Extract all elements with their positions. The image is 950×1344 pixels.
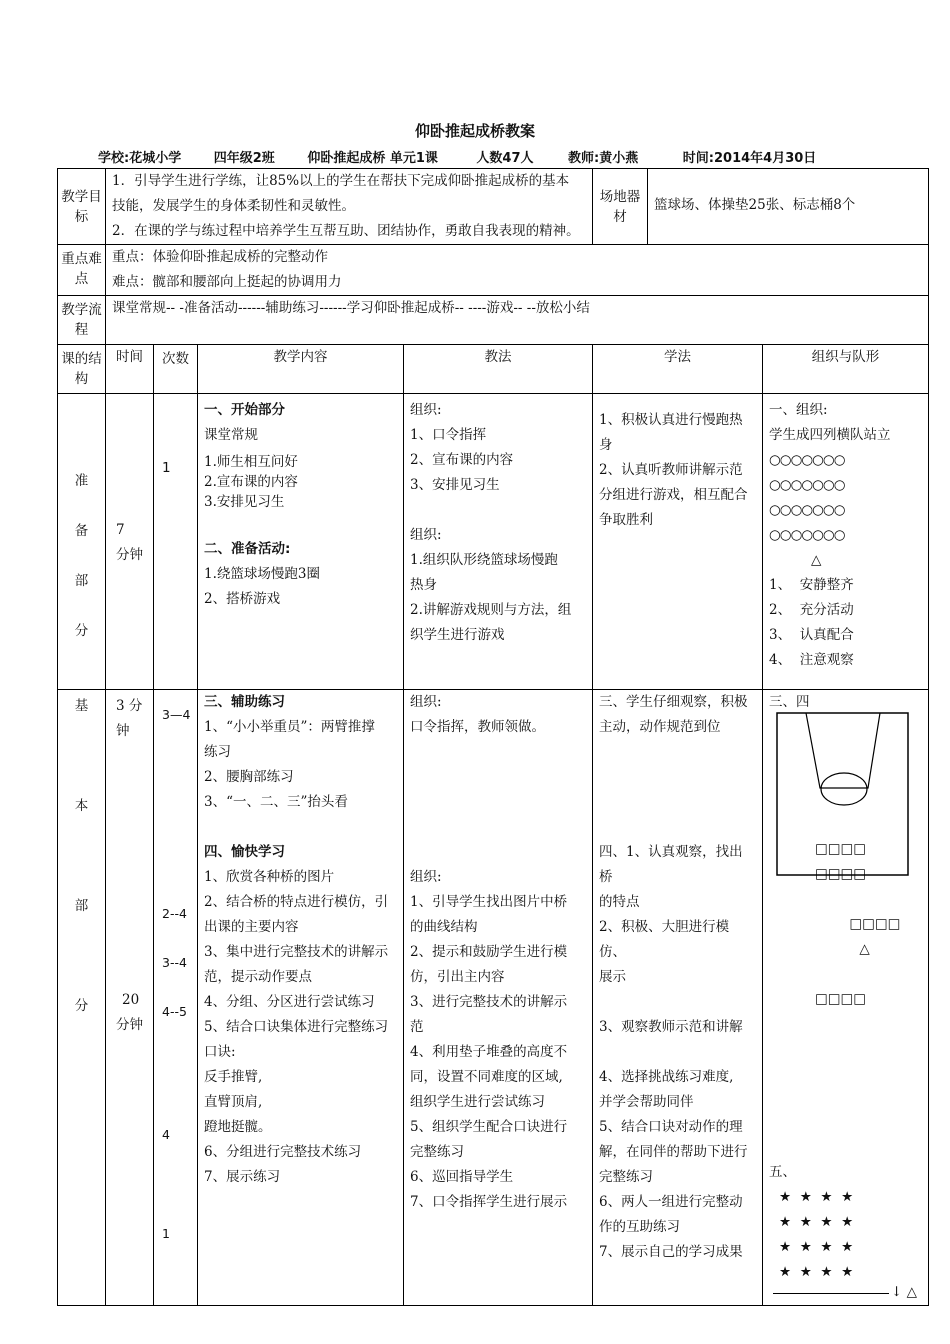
section-char: 本 bbox=[74, 798, 89, 814]
method-line: 仿，引出主内容 bbox=[410, 969, 505, 985]
learn-line: 并学会帮助同伴 bbox=[599, 1094, 694, 1110]
method-line: 4、利用垫子堆叠的高度不 bbox=[410, 1044, 568, 1060]
header-times: 次数 bbox=[154, 345, 198, 394]
student-squares: □□□□ bbox=[849, 916, 901, 932]
prep-content bbox=[198, 394, 404, 690]
content-item: 2、腰胸部练习 bbox=[204, 769, 294, 785]
content-item: 1、“小小举重员”：两臂推撑 bbox=[204, 719, 375, 735]
formation-row: ○○○○○○○ bbox=[769, 477, 845, 493]
content-item: 4、分组、分区进行尝试练习 bbox=[204, 994, 375, 1010]
content-item: 直臂顶肩, bbox=[204, 1094, 263, 1110]
method-line: 组织: bbox=[410, 869, 442, 885]
venue-text: 篮球场、体操垫25张、标志桶8个 bbox=[648, 169, 929, 245]
formation-row: ○○○○○○○ bbox=[769, 452, 845, 468]
section-char: 基 bbox=[74, 698, 89, 714]
basketball-half-court-icon bbox=[776, 712, 909, 876]
content-heading: 一、开始部分 bbox=[204, 402, 285, 418]
keypoints-text bbox=[106, 245, 929, 296]
student-row: □□□□ bbox=[815, 991, 867, 1007]
org-line: 一、组织: bbox=[769, 402, 828, 418]
method-line: 组织: bbox=[410, 402, 442, 418]
prep-time bbox=[106, 394, 154, 690]
basic-learn bbox=[593, 690, 763, 1306]
header-time: 时间 bbox=[106, 345, 154, 394]
content-heading: 二、准备活动: bbox=[204, 541, 291, 557]
lesson-plan-table bbox=[57, 168, 929, 1306]
method-line: 5、组织学生配合口诀进行 bbox=[410, 1119, 568, 1135]
star-row: ★ ★ ★ ★ bbox=[779, 1189, 854, 1205]
content-item: 反手推臂, bbox=[204, 1069, 263, 1085]
prep-method bbox=[404, 394, 593, 690]
method-line: 3、进行完整技术的讲解示 bbox=[410, 994, 568, 1010]
arrow-down-teacher-icon: ↓ △ bbox=[891, 1284, 918, 1300]
times-value: 3--4 bbox=[162, 955, 187, 970]
time-value: 7 bbox=[116, 522, 125, 538]
document-title: 仰卧推起成桥教案 bbox=[414, 122, 535, 140]
learn-line: 1、积极认真进行慢跑热 bbox=[599, 412, 743, 428]
method-line: 3、安排见习生 bbox=[410, 477, 500, 493]
method-line: 完整练习 bbox=[410, 1144, 464, 1160]
prep-section-label bbox=[58, 394, 106, 690]
content-item: 5、结合口诀集体进行完整练习 bbox=[204, 1019, 389, 1035]
difficulty-text: 难点：髋部和腰部向上挺起的协调用力 bbox=[112, 274, 342, 290]
times-value: 4--5 bbox=[162, 1004, 187, 1019]
content-item: 出课的主要内容 bbox=[204, 919, 299, 935]
method-line: 2、提示和鼓励学生进行模 bbox=[410, 944, 568, 960]
content-item: 6、分组进行完整技术练习 bbox=[204, 1144, 362, 1160]
teacher-triangle-icon: △ bbox=[811, 552, 822, 568]
venue-label: 场地器材 bbox=[593, 169, 648, 245]
section-char: 备 bbox=[74, 523, 89, 539]
method-line: 7、口令指挥学生进行展示 bbox=[410, 1194, 568, 1210]
section-char: 部 bbox=[74, 573, 89, 589]
content-heading: 四、愉快学习 bbox=[204, 844, 285, 860]
method-line: 1、口令指挥 bbox=[410, 427, 487, 443]
basic-times bbox=[154, 690, 198, 1306]
learn-line: 5、结合口诀对动作的理 bbox=[599, 1119, 743, 1135]
info-teacher: 教师:黄小燕 bbox=[568, 151, 639, 166]
info-school: 学校:花城小学 bbox=[98, 151, 182, 166]
teacher-triangle-icon: △ bbox=[859, 941, 870, 957]
learn-line: 6、两人一组进行完整动 bbox=[599, 1194, 743, 1210]
content-heading: 三、辅助练习 bbox=[204, 694, 285, 710]
keypoints-row bbox=[58, 245, 929, 296]
org-line: 1、 安静整齐 bbox=[769, 577, 854, 593]
section-char: 部 bbox=[74, 898, 89, 914]
prep-times: 1 bbox=[154, 394, 198, 690]
times-value: 1 bbox=[162, 1226, 170, 1241]
time-unit: 钟 bbox=[116, 723, 130, 739]
content-item: 1.师生相互问好 bbox=[204, 454, 298, 470]
info-topic: 仰卧推起成桥 单元1课 bbox=[307, 151, 438, 166]
prep-row bbox=[58, 394, 929, 690]
method-line: 织学生进行游戏 bbox=[410, 627, 505, 643]
org-line: 3、 认真配合 bbox=[769, 627, 854, 643]
learn-line: 解，在同伴的帮助下进行 bbox=[599, 1144, 748, 1160]
lesson-info-line bbox=[98, 147, 816, 166]
learn-line: 完整练习 bbox=[599, 1169, 654, 1185]
focus-text: 重点：体验仰卧推起成桥的完整动作 bbox=[112, 249, 328, 265]
goal-line: 1．引导学生进行学练，让85%以上的学生在帮扶下完成仰卧推起成桥的基本 bbox=[112, 173, 570, 189]
learn-line: 争取胜利 bbox=[599, 512, 654, 528]
times-value: 3—4 bbox=[162, 707, 191, 722]
content-item: 练习 bbox=[204, 744, 231, 760]
org-line: 学生成四列横队站立 bbox=[769, 427, 891, 443]
goal-line: 技能，发展学生的身体柔韧性和灵敏性。 bbox=[112, 198, 355, 214]
section-char: 分 bbox=[74, 998, 89, 1014]
info-time: 时间:2014年4月30日 bbox=[682, 151, 817, 166]
content-item: 7、展示练习 bbox=[204, 1169, 281, 1185]
content-item: 3、“一、二、三”抬头看 bbox=[204, 794, 348, 810]
header-row bbox=[58, 345, 929, 394]
learn-line: 2、积极、大胆进行模仿、 bbox=[599, 919, 730, 960]
student-row: □□□□ bbox=[815, 866, 867, 882]
time-unit: 分钟 bbox=[116, 1017, 143, 1033]
header-learn: 学法 bbox=[593, 345, 763, 394]
content-item: 2、结合桥的特点进行模仿，引 bbox=[204, 894, 389, 910]
learn-line: 的特点 bbox=[599, 894, 640, 910]
header-structure: 课的结构 bbox=[58, 345, 106, 394]
header-org: 组织与队形 bbox=[763, 345, 929, 394]
method-line: 2.讲解游戏规则与方法，组 bbox=[410, 602, 572, 618]
method-line: 组织: bbox=[410, 694, 442, 710]
content-item: 1、欣赏各种桥的图片 bbox=[204, 869, 335, 885]
header-method: 教法 bbox=[404, 345, 593, 394]
star-row: ★ ★ ★ ★ bbox=[779, 1214, 854, 1230]
org-line: 2、 充分活动 bbox=[769, 602, 854, 618]
learn-line: 主动，动作规范到位 bbox=[599, 719, 721, 735]
prep-learn bbox=[593, 394, 763, 690]
time-unit: 分钟 bbox=[116, 547, 143, 563]
goals-row bbox=[58, 169, 929, 245]
student-row bbox=[769, 887, 922, 987]
method-line: 6、巡回指导学生 bbox=[410, 1169, 514, 1185]
method-line: 范 bbox=[410, 1019, 424, 1035]
method-line: 口令指挥，教师领做。 bbox=[410, 719, 545, 735]
star-row: ★ ★ ★ ★ bbox=[779, 1239, 854, 1255]
learn-line: 3、观察教师示范和讲解 bbox=[599, 1019, 743, 1035]
goals-label: 教学目标 bbox=[58, 169, 106, 245]
content-item: 2、搭桥游戏 bbox=[204, 591, 281, 607]
learn-line: 展示 bbox=[599, 969, 627, 985]
learn-line: 身 bbox=[599, 437, 613, 453]
learn-line: 4、选择挑战练习难度, bbox=[599, 1069, 734, 1085]
basic-method bbox=[404, 690, 593, 1306]
time-value: 20 bbox=[122, 992, 140, 1008]
times-value: 4 bbox=[162, 1127, 170, 1142]
method-line: 1.组织队形绕篮球场慢跑 bbox=[410, 552, 558, 568]
basic-content bbox=[198, 690, 404, 1306]
info-class: 四年级2班 bbox=[213, 151, 275, 166]
basic-row bbox=[58, 690, 929, 1306]
section-char: 准 bbox=[74, 473, 89, 489]
method-line: 热身 bbox=[410, 577, 437, 593]
content-item: 范，提示动作要点 bbox=[204, 969, 312, 985]
learn-line: 2、认真听教师讲解示范 bbox=[599, 462, 743, 478]
method-line: 同，设置不同难度的区域, bbox=[410, 1069, 563, 1085]
learn-line: 分组进行游戏，相互配合 bbox=[599, 487, 748, 503]
content-item: 2.宣布课的内容 bbox=[204, 474, 298, 490]
method-line: 1、引导学生找出图片中桥 bbox=[410, 894, 568, 910]
time-value: 3 分 bbox=[116, 698, 143, 714]
star-row: ★ ★ ★ ★ bbox=[779, 1264, 854, 1280]
content-item: 3.安排见习生 bbox=[204, 494, 285, 510]
times-value: 2--4 bbox=[162, 906, 187, 921]
method-line: 的曲线结构 bbox=[410, 919, 478, 935]
prep-org bbox=[763, 394, 929, 690]
flow-row bbox=[58, 296, 929, 345]
content-item: 3、集中进行完整技术的讲解示 bbox=[204, 944, 389, 960]
section-char: 分 bbox=[74, 623, 89, 639]
basic-time bbox=[106, 690, 154, 1306]
org-line: 4、 注意观察 bbox=[769, 652, 854, 668]
org-line: 五、 bbox=[769, 1164, 797, 1180]
flow-label: 教学流程 bbox=[58, 296, 106, 345]
learn-line: 7、展示自己的学习成果 bbox=[599, 1244, 743, 1260]
goal-line: 2．在课的学与练过程中培养学生互帮互助、团结协作，勇敢自我表现的精神。 bbox=[112, 223, 580, 239]
formation-row: ○○○○○○○ bbox=[769, 502, 845, 518]
info-count: 人数47人 bbox=[476, 151, 534, 166]
learn-line: 三、学生仔细观察，积极 bbox=[599, 694, 748, 710]
content-item: 1.绕篮球场慢跑3圈 bbox=[204, 566, 320, 582]
method-line: 组织: bbox=[410, 527, 442, 543]
baseline-divider bbox=[773, 1293, 889, 1294]
content-item: 课堂常规 bbox=[204, 427, 258, 443]
org-line: 三、四 bbox=[769, 694, 810, 710]
content-item: 蹬地挺髋。 bbox=[204, 1119, 272, 1135]
goals-text bbox=[106, 169, 593, 245]
content-item: 口诀: bbox=[204, 1044, 236, 1060]
keypoints-label: 重点难点 bbox=[58, 245, 106, 296]
learn-line: 四、1、认真观察，找出桥 bbox=[599, 844, 743, 885]
learn-line: 作的互助练习 bbox=[599, 1219, 681, 1235]
header-content: 教学内容 bbox=[198, 345, 404, 394]
flow-text: 课堂常规-- -准备活动------辅助练习------学习仰卧推起成桥-- ----游戏-- --放松小结 bbox=[106, 296, 929, 345]
formation-row: ○○○○○○○ bbox=[769, 527, 845, 543]
basic-section-label bbox=[58, 690, 106, 1306]
student-row: □□□□ bbox=[815, 841, 867, 857]
method-line: 2、宣布课的内容 bbox=[410, 452, 514, 468]
method-line: 组织学生进行尝试练习 bbox=[410, 1094, 545, 1110]
basic-org bbox=[763, 690, 929, 1306]
